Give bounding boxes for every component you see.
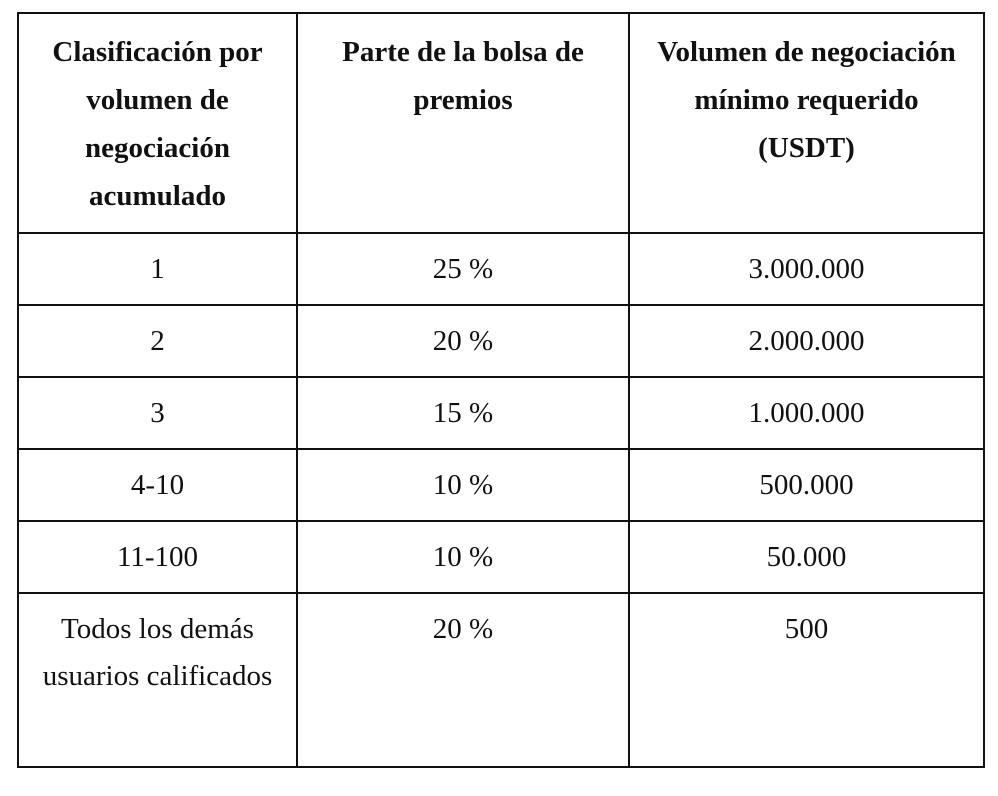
- table-row: [18, 593, 984, 767]
- cell-min-volume: 50.000: [629, 521, 984, 593]
- cell-ranking: 3: [18, 377, 297, 449]
- cell-prize-share: 10 %: [297, 521, 629, 593]
- prize-pool-table: [17, 12, 985, 768]
- cell-ranking: 4-10: [18, 449, 297, 521]
- cell-prize-share: 20 %: [297, 593, 629, 767]
- cell-prize-share: 10 %: [297, 449, 629, 521]
- table-row: [18, 521, 984, 593]
- cell-ranking: Todos los demás usuarios calificados: [18, 593, 297, 767]
- cell-min-volume: 3.000.000: [629, 233, 984, 305]
- cell-ranking: 2: [18, 305, 297, 377]
- cell-min-volume: 1.000.000: [629, 377, 984, 449]
- cell-ranking: 1: [18, 233, 297, 305]
- table-row: [18, 449, 984, 521]
- cell-prize-share: 20 %: [297, 305, 629, 377]
- cell-min-volume: 2.000.000: [629, 305, 984, 377]
- cell-ranking: 11-100: [18, 521, 297, 593]
- header-row: [18, 13, 984, 233]
- table-row: [18, 377, 984, 449]
- header-prize-share: Parte de la bolsa de premios: [297, 13, 629, 233]
- cell-min-volume: 500: [629, 593, 984, 767]
- header-ranking: Clasificación por volumen de negociación acumulado: [18, 13, 297, 233]
- header-min-volume: Volumen de negociación mínimo requerido (USDT): [629, 13, 984, 233]
- cell-prize-share: 25 %: [297, 233, 629, 305]
- table-row: [18, 233, 984, 305]
- cell-prize-share: 15 %: [297, 377, 629, 449]
- table-row: [18, 305, 984, 377]
- cell-min-volume: 500.000: [629, 449, 984, 521]
